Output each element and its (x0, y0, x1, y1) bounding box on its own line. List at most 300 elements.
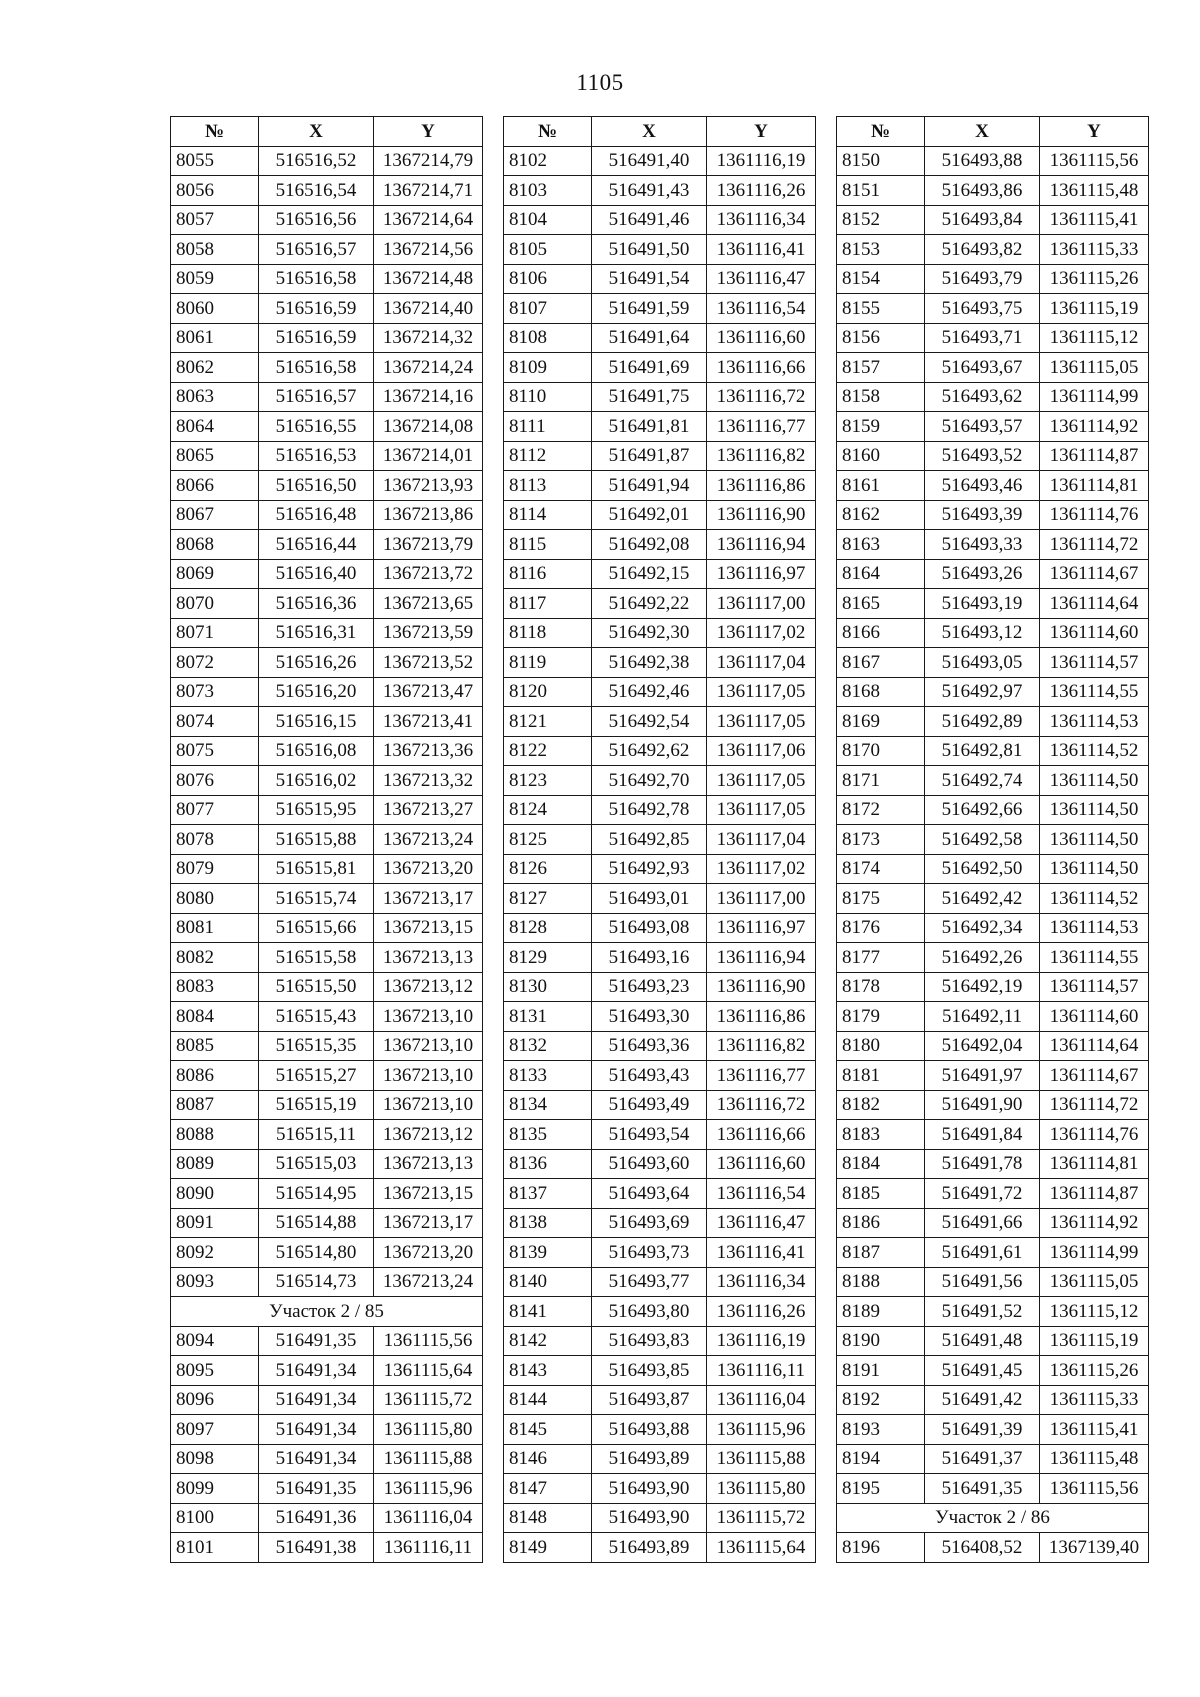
table-row (837, 1002, 1149, 1032)
table-row (504, 530, 816, 560)
x-coordinate-cell: 516516,57 (259, 382, 374, 412)
x-coordinate-cell: 516492,04 (925, 1031, 1040, 1061)
x-coordinate-cell: 516516,50 (259, 471, 374, 501)
y-coordinate-cell: 1367214,40 (374, 294, 483, 324)
y-coordinate-cell: 1361114,55 (1040, 943, 1149, 973)
x-coordinate-cell: 516492,19 (925, 972, 1040, 1002)
y-coordinate-cell: 1361115,64 (707, 1533, 816, 1563)
y-coordinate-cell: 1361114,52 (1040, 884, 1149, 914)
point-number-cell: 8112 (504, 441, 592, 471)
table-row (171, 530, 483, 560)
x-coordinate-cell: 516493,49 (592, 1090, 707, 1120)
y-coordinate-cell: 1361116,94 (707, 943, 816, 973)
y-coordinate-cell: 1361116,54 (707, 1179, 816, 1209)
x-coordinate-cell: 516516,55 (259, 412, 374, 442)
table-row (837, 854, 1149, 884)
point-number-cell: 8125 (504, 825, 592, 855)
x-coordinate-cell: 516493,64 (592, 1179, 707, 1209)
x-coordinate-cell: 516516,08 (259, 736, 374, 766)
y-coordinate-cell: 1361117,02 (707, 854, 816, 884)
y-coordinate-cell: 1361115,56 (374, 1326, 483, 1356)
table-row (171, 441, 483, 471)
point-number-cell: 8085 (171, 1031, 259, 1061)
x-coordinate-cell: 516491,34 (259, 1385, 374, 1415)
x-coordinate-cell: 516516,59 (259, 323, 374, 353)
table-row (504, 1179, 816, 1209)
y-coordinate-cell: 1361114,64 (1040, 589, 1149, 619)
y-coordinate-cell: 1361116,94 (707, 530, 816, 560)
point-number-cell: 8068 (171, 530, 259, 560)
x-coordinate-cell: 516493,39 (925, 500, 1040, 530)
x-coordinate-cell: 516493,01 (592, 884, 707, 914)
point-number-cell: 8171 (837, 766, 925, 796)
y-coordinate-cell: 1361114,52 (1040, 736, 1149, 766)
y-coordinate-cell: 1361114,76 (1040, 500, 1149, 530)
x-coordinate-cell: 516516,02 (259, 766, 374, 796)
table-row (171, 1444, 483, 1474)
table-row (504, 1031, 816, 1061)
table-row (171, 323, 483, 353)
table-row (171, 294, 483, 324)
point-number-cell: 8169 (837, 707, 925, 737)
y-coordinate-cell: 1361115,88 (374, 1444, 483, 1474)
x-coordinate-cell: 516515,11 (259, 1120, 374, 1150)
x-coordinate-cell: 516515,43 (259, 1002, 374, 1032)
y-coordinate-cell: 1361114,72 (1040, 1090, 1149, 1120)
point-number-cell: 8158 (837, 382, 925, 412)
x-coordinate-cell: 516491,34 (259, 1415, 374, 1445)
table-row (504, 1149, 816, 1179)
table-row (171, 1415, 483, 1445)
table-row (504, 1444, 816, 1474)
table-row (504, 825, 816, 855)
table-row (504, 1002, 816, 1032)
x-coordinate-cell: 516515,03 (259, 1149, 374, 1179)
point-number-cell: 8073 (171, 677, 259, 707)
y-coordinate-cell: 1367214,08 (374, 412, 483, 442)
table-row (171, 589, 483, 619)
header-number: № (504, 117, 592, 147)
y-coordinate-cell: 1367213,52 (374, 648, 483, 678)
point-number-cell: 8103 (504, 176, 592, 206)
point-number-cell: 8196 (837, 1533, 925, 1563)
y-coordinate-cell: 1361115,19 (1040, 294, 1149, 324)
table-row (504, 1120, 816, 1150)
y-coordinate-cell: 1361114,53 (1040, 707, 1149, 737)
point-number-cell: 8097 (171, 1415, 259, 1445)
table-row (171, 1002, 483, 1032)
table-row (504, 913, 816, 943)
table-row (837, 618, 1149, 648)
x-coordinate-cell: 516493,08 (592, 913, 707, 943)
y-coordinate-cell: 1367213,47 (374, 677, 483, 707)
x-coordinate-cell: 516491,35 (259, 1474, 374, 1504)
x-coordinate-cell: 516491,81 (592, 412, 707, 442)
y-coordinate-cell: 1361116,41 (707, 1238, 816, 1268)
point-number-cell: 8105 (504, 235, 592, 265)
x-coordinate-cell: 516491,94 (592, 471, 707, 501)
point-number-cell: 8175 (837, 884, 925, 914)
y-coordinate-cell: 1361115,33 (1040, 1385, 1149, 1415)
table-row (504, 1385, 816, 1415)
x-coordinate-cell: 516408,52 (925, 1533, 1040, 1563)
point-number-cell: 8135 (504, 1120, 592, 1150)
y-coordinate-cell: 1361116,66 (707, 353, 816, 383)
y-coordinate-cell: 1367214,79 (374, 146, 483, 176)
point-number-cell: 8100 (171, 1503, 259, 1533)
x-coordinate-cell: 516491,45 (925, 1356, 1040, 1386)
table-row (171, 648, 483, 678)
table-row (504, 353, 816, 383)
table-row (504, 972, 816, 1002)
point-number-cell: 8076 (171, 766, 259, 796)
x-coordinate-cell: 516516,52 (259, 146, 374, 176)
point-number-cell: 8174 (837, 854, 925, 884)
point-number-cell: 8078 (171, 825, 259, 855)
table-row (837, 353, 1149, 383)
y-coordinate-cell: 1361117,00 (707, 589, 816, 619)
x-coordinate-cell: 516493,83 (592, 1326, 707, 1356)
y-coordinate-cell: 1361114,50 (1040, 854, 1149, 884)
x-coordinate-cell: 516491,75 (592, 382, 707, 412)
point-number-cell: 8149 (504, 1533, 592, 1563)
x-coordinate-cell: 516516,48 (259, 500, 374, 530)
table-row (504, 1474, 816, 1504)
x-coordinate-cell: 516493,90 (592, 1503, 707, 1533)
y-coordinate-cell: 1367213,17 (374, 884, 483, 914)
table-row (171, 264, 483, 294)
table-row (837, 736, 1149, 766)
point-number-cell: 8194 (837, 1444, 925, 1474)
point-number-cell: 8172 (837, 795, 925, 825)
y-coordinate-cell: 1367214,56 (374, 235, 483, 265)
y-coordinate-cell: 1361116,90 (707, 500, 816, 530)
point-number-cell: 8061 (171, 323, 259, 353)
x-coordinate-cell: 516492,01 (592, 500, 707, 530)
x-coordinate-cell: 516491,54 (592, 264, 707, 294)
point-number-cell: 8130 (504, 972, 592, 1002)
point-number-cell: 8063 (171, 382, 259, 412)
point-number-cell: 8099 (171, 1474, 259, 1504)
y-coordinate-cell: 1361115,19 (1040, 1326, 1149, 1356)
x-coordinate-cell: 516516,59 (259, 294, 374, 324)
x-coordinate-cell: 516492,62 (592, 736, 707, 766)
x-coordinate-cell: 516515,58 (259, 943, 374, 973)
point-number-cell: 8080 (171, 884, 259, 914)
x-coordinate-cell: 516492,38 (592, 648, 707, 678)
point-number-cell: 8136 (504, 1149, 592, 1179)
table-row (504, 1297, 816, 1327)
y-coordinate-cell: 1361117,05 (707, 677, 816, 707)
point-number-cell: 8163 (837, 530, 925, 560)
x-coordinate-cell: 516493,89 (592, 1444, 707, 1474)
x-coordinate-cell: 516491,35 (925, 1474, 1040, 1504)
table-row (171, 412, 483, 442)
table-row (837, 530, 1149, 560)
x-coordinate-cell: 516493,62 (925, 382, 1040, 412)
point-number-cell: 8126 (504, 854, 592, 884)
section-label: Участок 2 / 86 (837, 1503, 1149, 1533)
table-row (171, 1326, 483, 1356)
point-number-cell: 8144 (504, 1385, 592, 1415)
point-number-cell: 8148 (504, 1503, 592, 1533)
table-row (837, 648, 1149, 678)
point-number-cell: 8081 (171, 913, 259, 943)
coordinate-table-3 (836, 116, 1149, 1563)
table-row (837, 1090, 1149, 1120)
y-coordinate-cell: 1361116,72 (707, 382, 816, 412)
y-coordinate-cell: 1361114,67 (1040, 1061, 1149, 1091)
x-coordinate-cell: 516493,54 (592, 1120, 707, 1150)
y-coordinate-cell: 1361115,80 (707, 1474, 816, 1504)
x-coordinate-cell: 516516,36 (259, 589, 374, 619)
x-coordinate-cell: 516515,81 (259, 854, 374, 884)
x-coordinate-cell: 516491,64 (592, 323, 707, 353)
y-coordinate-cell: 1367213,36 (374, 736, 483, 766)
point-number-cell: 8159 (837, 412, 925, 442)
x-coordinate-cell: 516491,38 (259, 1533, 374, 1563)
y-coordinate-cell: 1361115,33 (1040, 235, 1149, 265)
point-number-cell: 8182 (837, 1090, 925, 1120)
y-coordinate-cell: 1367214,48 (374, 264, 483, 294)
point-number-cell: 8155 (837, 294, 925, 324)
point-number-cell: 8176 (837, 913, 925, 943)
point-number-cell: 8156 (837, 323, 925, 353)
y-coordinate-cell: 1361114,50 (1040, 766, 1149, 796)
point-number-cell: 8143 (504, 1356, 592, 1386)
header-x: X (925, 117, 1040, 147)
point-number-cell: 8160 (837, 441, 925, 471)
x-coordinate-cell: 516493,67 (925, 353, 1040, 383)
y-coordinate-cell: 1361115,96 (374, 1474, 483, 1504)
table-row (504, 766, 816, 796)
y-coordinate-cell: 1367213,20 (374, 854, 483, 884)
x-coordinate-cell: 516491,52 (925, 1297, 1040, 1327)
table-body (171, 146, 483, 1562)
point-number-cell: 8075 (171, 736, 259, 766)
x-coordinate-cell: 516514,88 (259, 1208, 374, 1238)
x-coordinate-cell: 516491,87 (592, 441, 707, 471)
y-coordinate-cell: 1361117,04 (707, 648, 816, 678)
table-row (171, 1385, 483, 1415)
x-coordinate-cell: 516514,73 (259, 1267, 374, 1297)
table-row (837, 766, 1149, 796)
y-coordinate-cell: 1361116,26 (707, 1297, 816, 1327)
y-coordinate-cell: 1361115,12 (1040, 1297, 1149, 1327)
x-coordinate-cell: 516492,08 (592, 530, 707, 560)
y-coordinate-cell: 1361116,34 (707, 1267, 816, 1297)
y-coordinate-cell: 1361116,04 (374, 1503, 483, 1533)
table-row (837, 943, 1149, 973)
y-coordinate-cell: 1361116,77 (707, 1061, 816, 1091)
point-number-cell: 8185 (837, 1179, 925, 1209)
y-coordinate-cell: 1361114,64 (1040, 1031, 1149, 1061)
y-coordinate-cell: 1367213,79 (374, 530, 483, 560)
point-number-cell: 8104 (504, 205, 592, 235)
point-number-cell: 8138 (504, 1208, 592, 1238)
y-coordinate-cell: 1361114,60 (1040, 1002, 1149, 1032)
x-coordinate-cell: 516492,15 (592, 559, 707, 589)
point-number-cell: 8167 (837, 648, 925, 678)
point-number-cell: 8082 (171, 943, 259, 973)
table-row (837, 825, 1149, 855)
table-row (504, 294, 816, 324)
table-row (837, 1120, 1149, 1150)
y-coordinate-cell: 1361115,64 (374, 1356, 483, 1386)
x-coordinate-cell: 516515,66 (259, 913, 374, 943)
y-coordinate-cell: 1361114,53 (1040, 913, 1149, 943)
point-number-cell: 8118 (504, 618, 592, 648)
table-row (837, 1267, 1149, 1297)
table-row (504, 146, 816, 176)
y-coordinate-cell: 1361114,81 (1040, 471, 1149, 501)
point-number-cell: 8109 (504, 353, 592, 383)
point-number-cell: 8096 (171, 1385, 259, 1415)
table-row (171, 972, 483, 1002)
header-number: № (837, 117, 925, 147)
x-coordinate-cell: 516491,46 (592, 205, 707, 235)
y-coordinate-cell: 1367214,24 (374, 353, 483, 383)
table-row (837, 1061, 1149, 1091)
x-coordinate-cell: 516491,59 (592, 294, 707, 324)
point-number-cell: 8162 (837, 500, 925, 530)
point-number-cell: 8119 (504, 648, 592, 678)
point-number-cell: 8189 (837, 1297, 925, 1327)
point-number-cell: 8070 (171, 589, 259, 619)
x-coordinate-cell: 516516,58 (259, 264, 374, 294)
table-row (837, 677, 1149, 707)
table-row (171, 677, 483, 707)
point-number-cell: 8191 (837, 1356, 925, 1386)
x-coordinate-cell: 516492,42 (925, 884, 1040, 914)
coordinate-table-1 (170, 116, 483, 1563)
y-coordinate-cell: 1361115,26 (1040, 1356, 1149, 1386)
y-coordinate-cell: 1361116,72 (707, 1090, 816, 1120)
point-number-cell: 8193 (837, 1415, 925, 1445)
table-row (504, 943, 816, 973)
table-row (837, 1238, 1149, 1268)
table-row (837, 205, 1149, 235)
y-coordinate-cell: 1361116,60 (707, 1149, 816, 1179)
x-coordinate-cell: 516493,33 (925, 530, 1040, 560)
y-coordinate-cell: 1361115,05 (1040, 353, 1149, 383)
x-coordinate-cell: 516516,31 (259, 618, 374, 648)
point-number-cell: 8154 (837, 264, 925, 294)
table-body (504, 146, 816, 1562)
point-number-cell: 8179 (837, 1002, 925, 1032)
y-coordinate-cell: 1361114,76 (1040, 1120, 1149, 1150)
x-coordinate-cell: 516493,75 (925, 294, 1040, 324)
table-row (171, 1090, 483, 1120)
point-number-cell: 8166 (837, 618, 925, 648)
y-coordinate-cell: 1361114,57 (1040, 648, 1149, 678)
x-coordinate-cell: 516516,57 (259, 235, 374, 265)
y-coordinate-cell: 1367213,10 (374, 1031, 483, 1061)
point-number-cell: 8168 (837, 677, 925, 707)
table-row (171, 1031, 483, 1061)
y-coordinate-cell: 1361115,56 (1040, 1474, 1149, 1504)
y-coordinate-cell: 1361116,66 (707, 1120, 816, 1150)
y-coordinate-cell: 1367213,12 (374, 1120, 483, 1150)
table-row (504, 559, 816, 589)
table-row (837, 1297, 1149, 1327)
table-row (837, 176, 1149, 206)
x-coordinate-cell: 516492,54 (592, 707, 707, 737)
table-row (171, 500, 483, 530)
table-row (837, 294, 1149, 324)
point-number-cell: 8098 (171, 1444, 259, 1474)
point-number-cell: 8079 (171, 854, 259, 884)
point-number-cell: 8101 (171, 1533, 259, 1563)
x-coordinate-cell: 516516,15 (259, 707, 374, 737)
table-row (171, 1267, 483, 1297)
point-number-cell: 8150 (837, 146, 925, 176)
x-coordinate-cell: 516492,74 (925, 766, 1040, 796)
y-coordinate-cell: 1361115,26 (1040, 264, 1149, 294)
point-number-cell: 8087 (171, 1090, 259, 1120)
table-row (504, 1415, 816, 1445)
table-row (504, 412, 816, 442)
x-coordinate-cell: 516493,60 (592, 1149, 707, 1179)
table-row (837, 412, 1149, 442)
table-header-row (837, 117, 1149, 147)
x-coordinate-cell: 516491,42 (925, 1385, 1040, 1415)
y-coordinate-cell: 1367214,16 (374, 382, 483, 412)
table-row (504, 1356, 816, 1386)
x-coordinate-cell: 516492,66 (925, 795, 1040, 825)
y-coordinate-cell: 1367213,10 (374, 1061, 483, 1091)
x-coordinate-cell: 516493,84 (925, 205, 1040, 235)
y-coordinate-cell: 1367213,12 (374, 972, 483, 1002)
table-row (171, 1356, 483, 1386)
x-coordinate-cell: 516516,20 (259, 677, 374, 707)
y-coordinate-cell: 1367214,64 (374, 205, 483, 235)
y-coordinate-cell: 1367213,17 (374, 1208, 483, 1238)
y-coordinate-cell: 1361115,88 (707, 1444, 816, 1474)
point-number-cell: 8108 (504, 323, 592, 353)
x-coordinate-cell: 516516,56 (259, 205, 374, 235)
x-coordinate-cell: 516493,05 (925, 648, 1040, 678)
table-row (171, 766, 483, 796)
table-row (171, 1208, 483, 1238)
point-number-cell: 8133 (504, 1061, 592, 1091)
y-coordinate-cell: 1361114,92 (1040, 1208, 1149, 1238)
point-number-cell: 8123 (504, 766, 592, 796)
header-number: № (171, 117, 259, 147)
x-coordinate-cell: 516493,79 (925, 264, 1040, 294)
point-number-cell: 8056 (171, 176, 259, 206)
table-row (837, 323, 1149, 353)
table-row (171, 943, 483, 973)
x-coordinate-cell: 516491,97 (925, 1061, 1040, 1091)
table-row (504, 441, 816, 471)
point-number-cell: 8157 (837, 353, 925, 383)
y-coordinate-cell: 1367213,10 (374, 1090, 483, 1120)
table-row (837, 1356, 1149, 1386)
table-row (837, 795, 1149, 825)
y-coordinate-cell: 1361114,60 (1040, 618, 1149, 648)
table-row (171, 854, 483, 884)
x-coordinate-cell: 516491,40 (592, 146, 707, 176)
y-coordinate-cell: 1361116,11 (374, 1533, 483, 1563)
table-row (504, 1267, 816, 1297)
x-coordinate-cell: 516492,81 (925, 736, 1040, 766)
point-number-cell: 8188 (837, 1267, 925, 1297)
table-row (171, 353, 483, 383)
point-number-cell: 8093 (171, 1267, 259, 1297)
y-coordinate-cell: 1361115,48 (1040, 176, 1149, 206)
table-row (504, 795, 816, 825)
